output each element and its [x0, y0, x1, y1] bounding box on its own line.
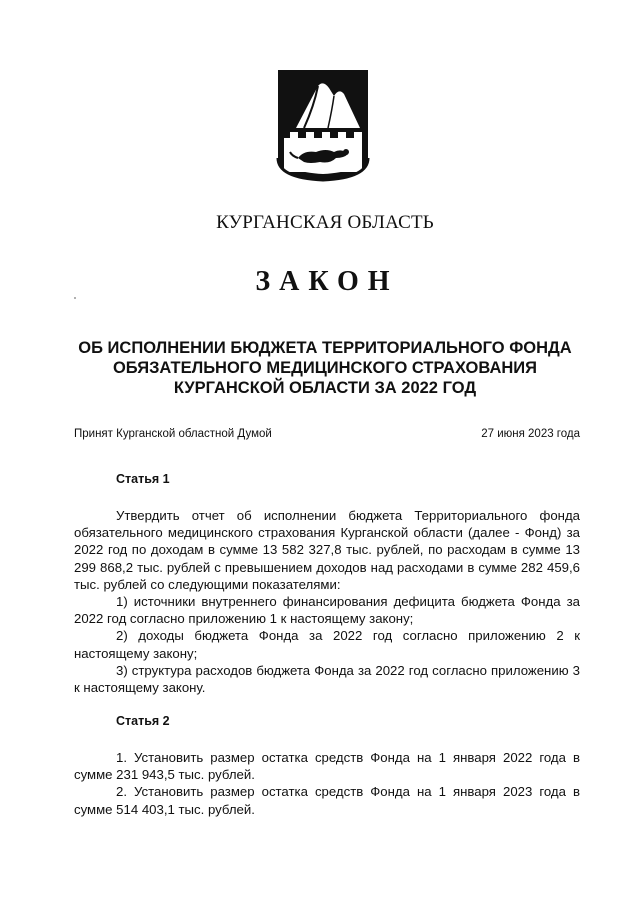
- adopted-by: Принят Курганской областной Думой: [74, 428, 272, 440]
- article-paragraph: 2) доходы бюджета Фонда за 2022 год согласно приложению 2 к настоящему закону;: [74, 628, 580, 661]
- article-1-heading: Статья 1: [116, 472, 170, 486]
- law-title-line: КУРГАНСКОЙ ОБЛАСТИ ЗА 2022 ГОД: [173, 379, 477, 397]
- article-2-body: [74, 749, 580, 818]
- article-1-body: [74, 507, 580, 696]
- scan-dot: [74, 297, 76, 299]
- article-paragraph: 2. Установить размер остатка средств Фонда на 1 января 2023 года в сумме 514 403,1 тыс. рублей.: [74, 784, 580, 817]
- coat-of-arms-emblem: [274, 66, 372, 182]
- article-paragraph: 1) источники внутреннего финансирования дефицита бюджета Фонда за 2022 год согласно приложению 1 к настоящему закону;: [74, 594, 580, 627]
- document-type: ЗАКОН: [255, 266, 399, 297]
- region-name: КУРГАНСКАЯ ОБЛАСТЬ: [216, 212, 434, 233]
- law-title-line: ОБЯЗАТЕЛЬНОГО МЕДИЦИНСКОГО СТРАХОВАНИЯ: [112, 359, 538, 377]
- law-title: [60, 338, 590, 398]
- article-paragraph: 1. Установить размер остатка средств Фонда на 1 января 2022 года в сумме 231 943,5 тыс. рублей.: [74, 750, 580, 783]
- article-paragraph: 3) структура расходов бюджета Фонда за 2022 год согласно приложению 3 к настоящему закону.: [74, 662, 580, 696]
- article-2-heading: Статья 2: [116, 714, 170, 728]
- adoption-date: 27 июня 2023 года: [481, 428, 580, 440]
- article-paragraph: Утвердить отчет об исполнении бюджета Территориального фонда обязательного медицинского страхования Курганской области (далее - Фонд) за 2022 год по доходам в сумме 13 582 327,8 тыс. рублей, по расходам в сумме 13 299 868,2 тыс. рублей с превышением доходов над расходами в сумме 282 459,6 тыс. рублей со следующими показателями:: [74, 508, 580, 592]
- law-title-line: ОБ ИСПОЛНЕНИИ БЮДЖЕТА ТЕРРИТОРИАЛЬНОГО ФОНДА: [78, 339, 572, 357]
- adoption-info: [74, 428, 580, 440]
